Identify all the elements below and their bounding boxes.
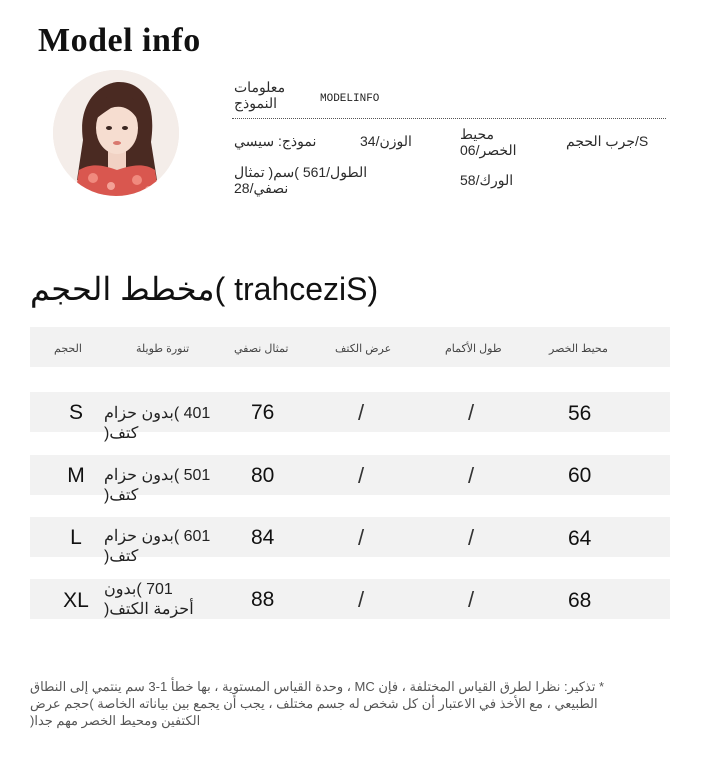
row-shoulder: / [358, 463, 365, 488]
row-skirt: 701 )بدون أحزمة الكتف( [104, 581, 194, 618]
row-skirt: 501 )بدون حزام كتف( [104, 467, 211, 504]
header-waist: محيط الخصر [549, 343, 608, 355]
row-bust: 76 [251, 401, 275, 424]
row-shoulder: / [358, 400, 365, 425]
row-size: L [70, 526, 82, 549]
size-chart-title: مخطط الحجم( trahceziS) [30, 271, 379, 307]
header-shoulder-width: عرض الكتف [335, 343, 392, 355]
model-info-label-en: MODELINFO [320, 93, 380, 105]
header-size: الحجم [54, 343, 82, 355]
row-waist: 56 [568, 402, 592, 425]
header-long-skirt: تنورة طويلة [136, 343, 190, 355]
row-waist: 68 [568, 589, 592, 612]
row-bust: 84 [251, 526, 275, 549]
row-sleeve: / [468, 463, 475, 488]
measurement-note: * تذكير: نظرا لطرق القياس المختلفة ، فإن MC ، وحدة القياس المستوية ، بها خطأ 1-3 سم ينتمي إلى النطاق الطبيعي ، مع الأخذ في الاعتبار أن كل شخص له جسم مختلف ، يجب أن يجمع بين بياناته الخاصة )حجم عرض الكتفين ومحيط الخصر مهم جدا( [30, 679, 605, 728]
row-skirt: 401 )بدون حزام كتف( [104, 405, 211, 442]
header-bust: تمثال نصفي [234, 343, 289, 355]
model-info-label-ar: معلومات النموذج [234, 79, 286, 111]
row-sleeve: / [468, 525, 475, 550]
model-weight: الوزن/34 [360, 133, 412, 149]
row-skirt: 601 )بدون حزام كتف( [104, 528, 211, 565]
page-title: Model info [38, 22, 201, 59]
row-sleeve: / [468, 400, 475, 425]
header-sleeve-length: طول الأكمام [445, 343, 502, 355]
row-bust: 80 [251, 464, 275, 487]
row-size: M [67, 464, 85, 487]
model-name: نموذج: سيسي [234, 133, 317, 149]
row-shoulder: / [358, 587, 365, 612]
row-waist: 64 [568, 527, 592, 550]
model-hip: الورك/58 [460, 172, 514, 188]
divider [232, 118, 666, 119]
model-height-bust: الطول/561 )سم( تمثال نصفي/28 [234, 164, 368, 196]
model-avatar [53, 70, 179, 196]
row-waist: 60 [568, 464, 592, 487]
row-size: S [68, 401, 83, 424]
trial-size: جرب الحجم/S [566, 133, 649, 149]
model-waist: محيط الخصر/06 [460, 126, 517, 158]
row-sleeve: / [468, 587, 475, 612]
row-size: XL [63, 589, 89, 612]
row-shoulder: / [358, 525, 365, 550]
row-bust: 88 [251, 588, 275, 611]
